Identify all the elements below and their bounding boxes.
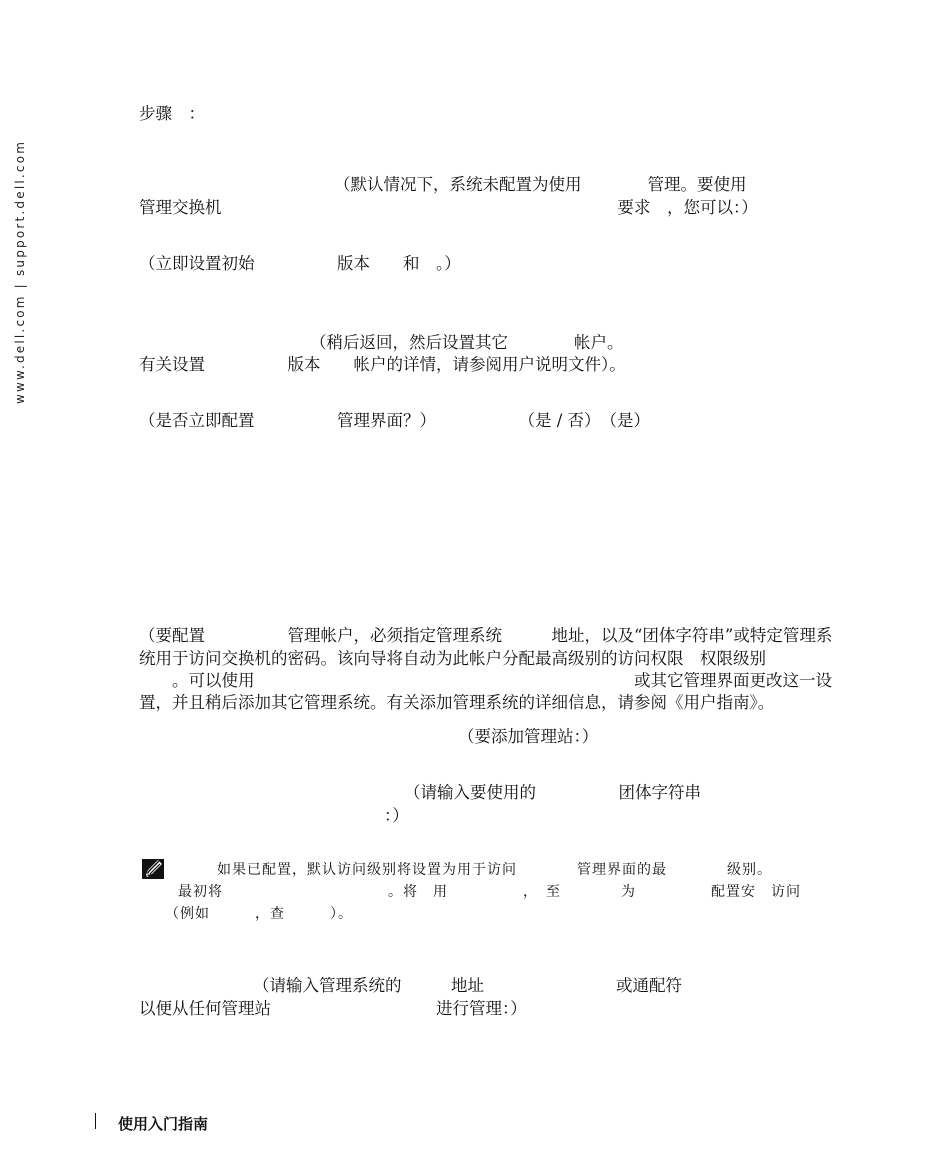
paragraph-3-line-1: （稍后返回，然后设置其它 帐户。 (310, 333, 624, 352)
step-heading: 步骤 ： (139, 104, 205, 123)
note-line-1: 如果已配置，默认访问级别将设置为用于访问 管理界面的最 级别。 (217, 862, 772, 878)
paragraph-5-line-2: 统用于访问交换机的密码。该向导将自动为此帐户分配最高级别的访问权限 权限级别 (139, 649, 766, 668)
paragraph-5-line-4: 置，并且稍后添加其它管理系统。有关添加管理系统的详细信息，请参阅《用户指南》。 (139, 693, 775, 712)
paragraph-3-line-2: 有关设置 版本 帐户的详情，请参阅用户说明文件）。 (139, 355, 626, 374)
paragraph-1-line-1: （默认情况下，系统未配置为使用 管理。要使用 (334, 175, 747, 194)
paragraph-4: （是否立即配置 管理界面？） （是 / 否） （是） (139, 411, 651, 430)
paragraph-1-line-2: 管理交换机 要求 ，您可以：） (139, 198, 758, 217)
note-pencil-icon (141, 857, 167, 881)
side-url-strip (5, 104, 27, 404)
note-line-3: （例如 ，查 ）。 (165, 906, 353, 922)
side-url: www.dell.com | support.dell.com (13, 139, 27, 404)
note-line-2: 最初将 。将 用 ， 至 为 配置安 访问 (178, 884, 801, 900)
paragraph-7-line-1: （请输入要使用的 团体字符串 (404, 783, 701, 802)
paragraph-5-line-1: （要配置 管理帐户，必须指定管理系统 地址，以及“团体字符串”或特定管理系 (139, 626, 833, 645)
footer-divider (95, 1113, 96, 1129)
paragraph-6: （要添加管理站：） (458, 727, 599, 746)
paragraph-7-line-2: ：） (384, 806, 409, 825)
paragraph-2: （立即设置初始 版本 和 。） (139, 254, 461, 273)
paragraph-9-line-1: （请输入管理系统的 地址 或通配符 (253, 976, 682, 995)
footer-title: 使用入门指南 (118, 1115, 209, 1133)
paragraph-9-line-2: 以便从任何管理站 进行管理：） (139, 999, 527, 1018)
paragraph-5-line-3: 。可以使用 或其它管理界面更改这一设 (139, 671, 832, 690)
